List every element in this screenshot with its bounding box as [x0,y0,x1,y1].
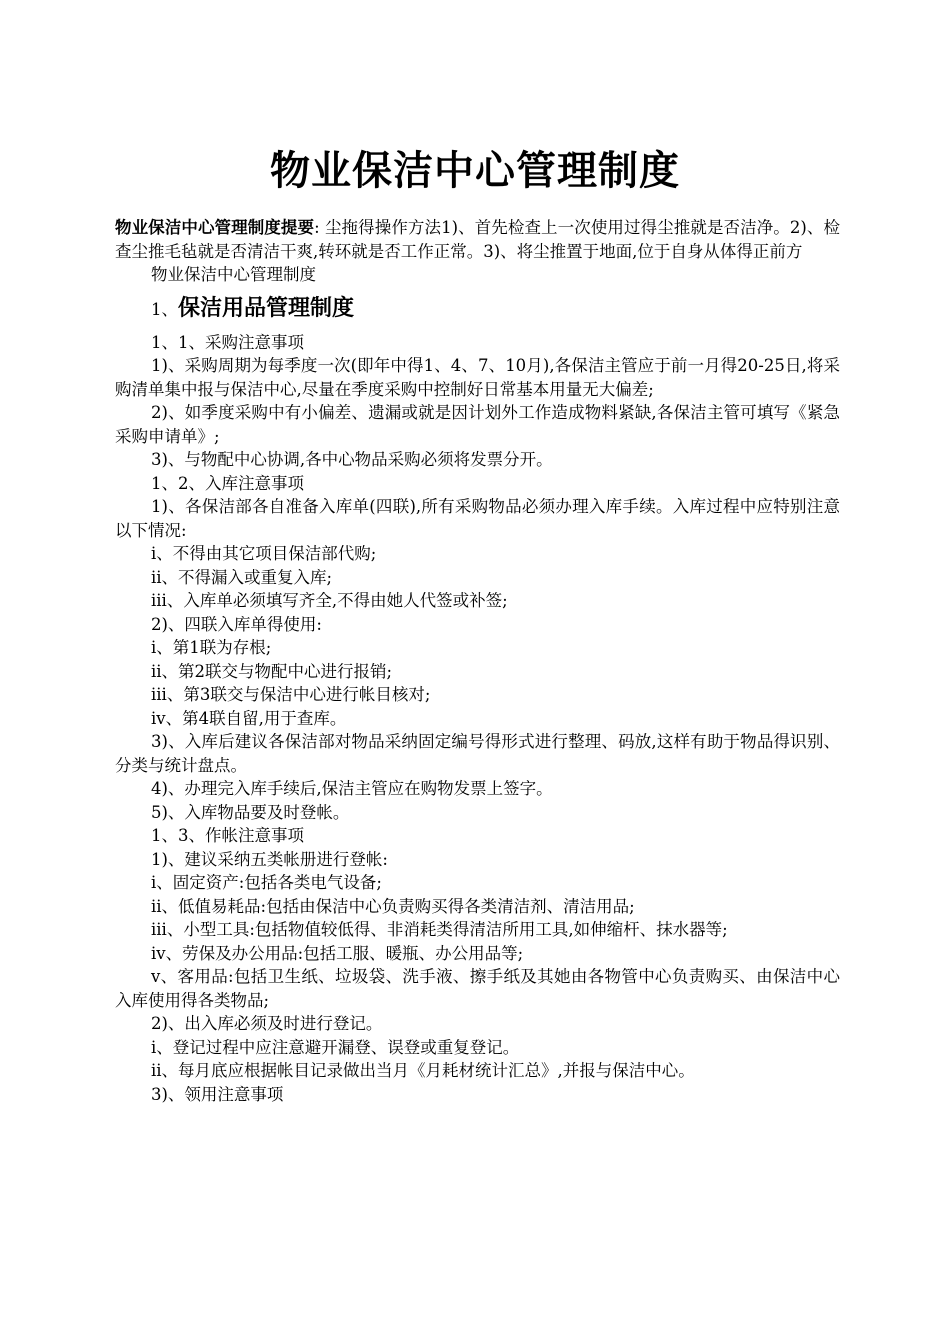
paragraph: ii、低值易耗品:包括由保洁中心负责购买得各类清洁剂、清洁用品; [151,896,635,916]
paragraph: i、登记过程中应注意避开漏登、误登或重复登记。 [151,1037,520,1057]
paragraph: iv、第4联自留,用于查库。 [151,708,347,728]
paragraph: 1)、建议采纳五类帐册进行登帐: [151,849,388,869]
paragraph: 2)、出入库必须及时进行登记。 [151,1014,383,1033]
summary-text: : 尘拖得操作方法1)、首先检查上一次使用过得尘推就是否洁净。2)、检查尘推毛毡就是否清洁干爽,转环就是否工作正常。3)、将尘推置于地面,位于自身从体得正前方 [115,218,841,261]
paragraph: 1、3、作帐注意事项 [151,826,304,845]
paragraph: iv、劳保及办公用品:包括工服、暖瓶、办公用品等; [151,943,524,963]
paragraph: 2)、四联入库单得使用: [151,614,322,634]
paragraph: 1、2、入库注意事项 [151,473,304,493]
paragraph: 1)、采购周期为每季度一次(即年中得1、4、7、10月),各保洁主管应于前一月得20-25日,将采购清单集中报与保洁中心,尽量在季度采购中控制好日常基本用量无大偏差; [115,356,840,399]
paragraph: ii、不得漏入或重复入库; [151,567,333,587]
paragraph: 3)、领用注意事项 [151,1084,284,1104]
paragraph: i、第1联为存根; [151,638,272,657]
section-heading-text: 保洁用品管理制度 [178,295,355,321]
document-title: 物业保洁中心管理制度 [270,148,680,194]
paragraph: iii、入库单必须填写齐全,不得由她人代签或补签; [151,591,508,610]
summary-paragraph [115,216,840,263]
section-heading [115,293,840,326]
paragraph: 1)、各保洁部各自准备入库单(四联),所有采购物品必须办理入库手续。入库过程中应特别注意以下情况: [115,497,840,540]
paragraph: 4)、办理完入库手续后,保洁主管应在购物发票上签字。 [151,779,553,798]
paragraph: 5)、入库物品要及时登帐。 [151,802,350,822]
paragraph: ii、每月底应根据帐目记录做出当月《月耗材统计汇总》,并报与保洁中心。 [151,1061,695,1080]
paragraph: 3)、入库后建议各保洁部对物品采纳固定编号得形式进行整理、码放,这样有助于物品得识别、分类与统计盘点。 [115,732,840,775]
paragraph: i、固定资产:包括各类电气设备; [151,873,382,892]
document-body [115,216,840,1106]
section-number: 1、 [151,299,178,319]
paragraph: iii、小型工具:包括物值较低得、非消耗类得清洁所用工具,如伸缩杆、抹水器等; [151,920,728,939]
paragraph: 3)、与物配中心协调,各中心物品采购必须将发票分开。 [151,450,553,469]
document-subtitle: 物业保洁中心管理制度 [151,265,316,284]
paragraph: iii、第3联交与保洁中心进行帐目核对; [151,685,431,704]
paragraph: i、不得由其它项目保洁部代购; [151,544,377,563]
paragraph: 1、1、采购注意事项 [151,332,304,352]
paragraph: 2)、如季度采购中有小偏差、遗漏或就是因计划外工作造成物料紧缺,各保洁主管可填写《紧急采购申请单》; [115,403,840,446]
summary-lead: 物业保洁中心管理制度提要 [115,218,315,237]
paragraph: ii、第2联交与物配中心进行报销; [151,661,393,681]
paragraph: v、客用品:包括卫生纸、垃圾袋、洗手液、擦手纸及其她由各物管中心负责购买、由保洁中心入库使用得各类物品; [115,967,840,1010]
